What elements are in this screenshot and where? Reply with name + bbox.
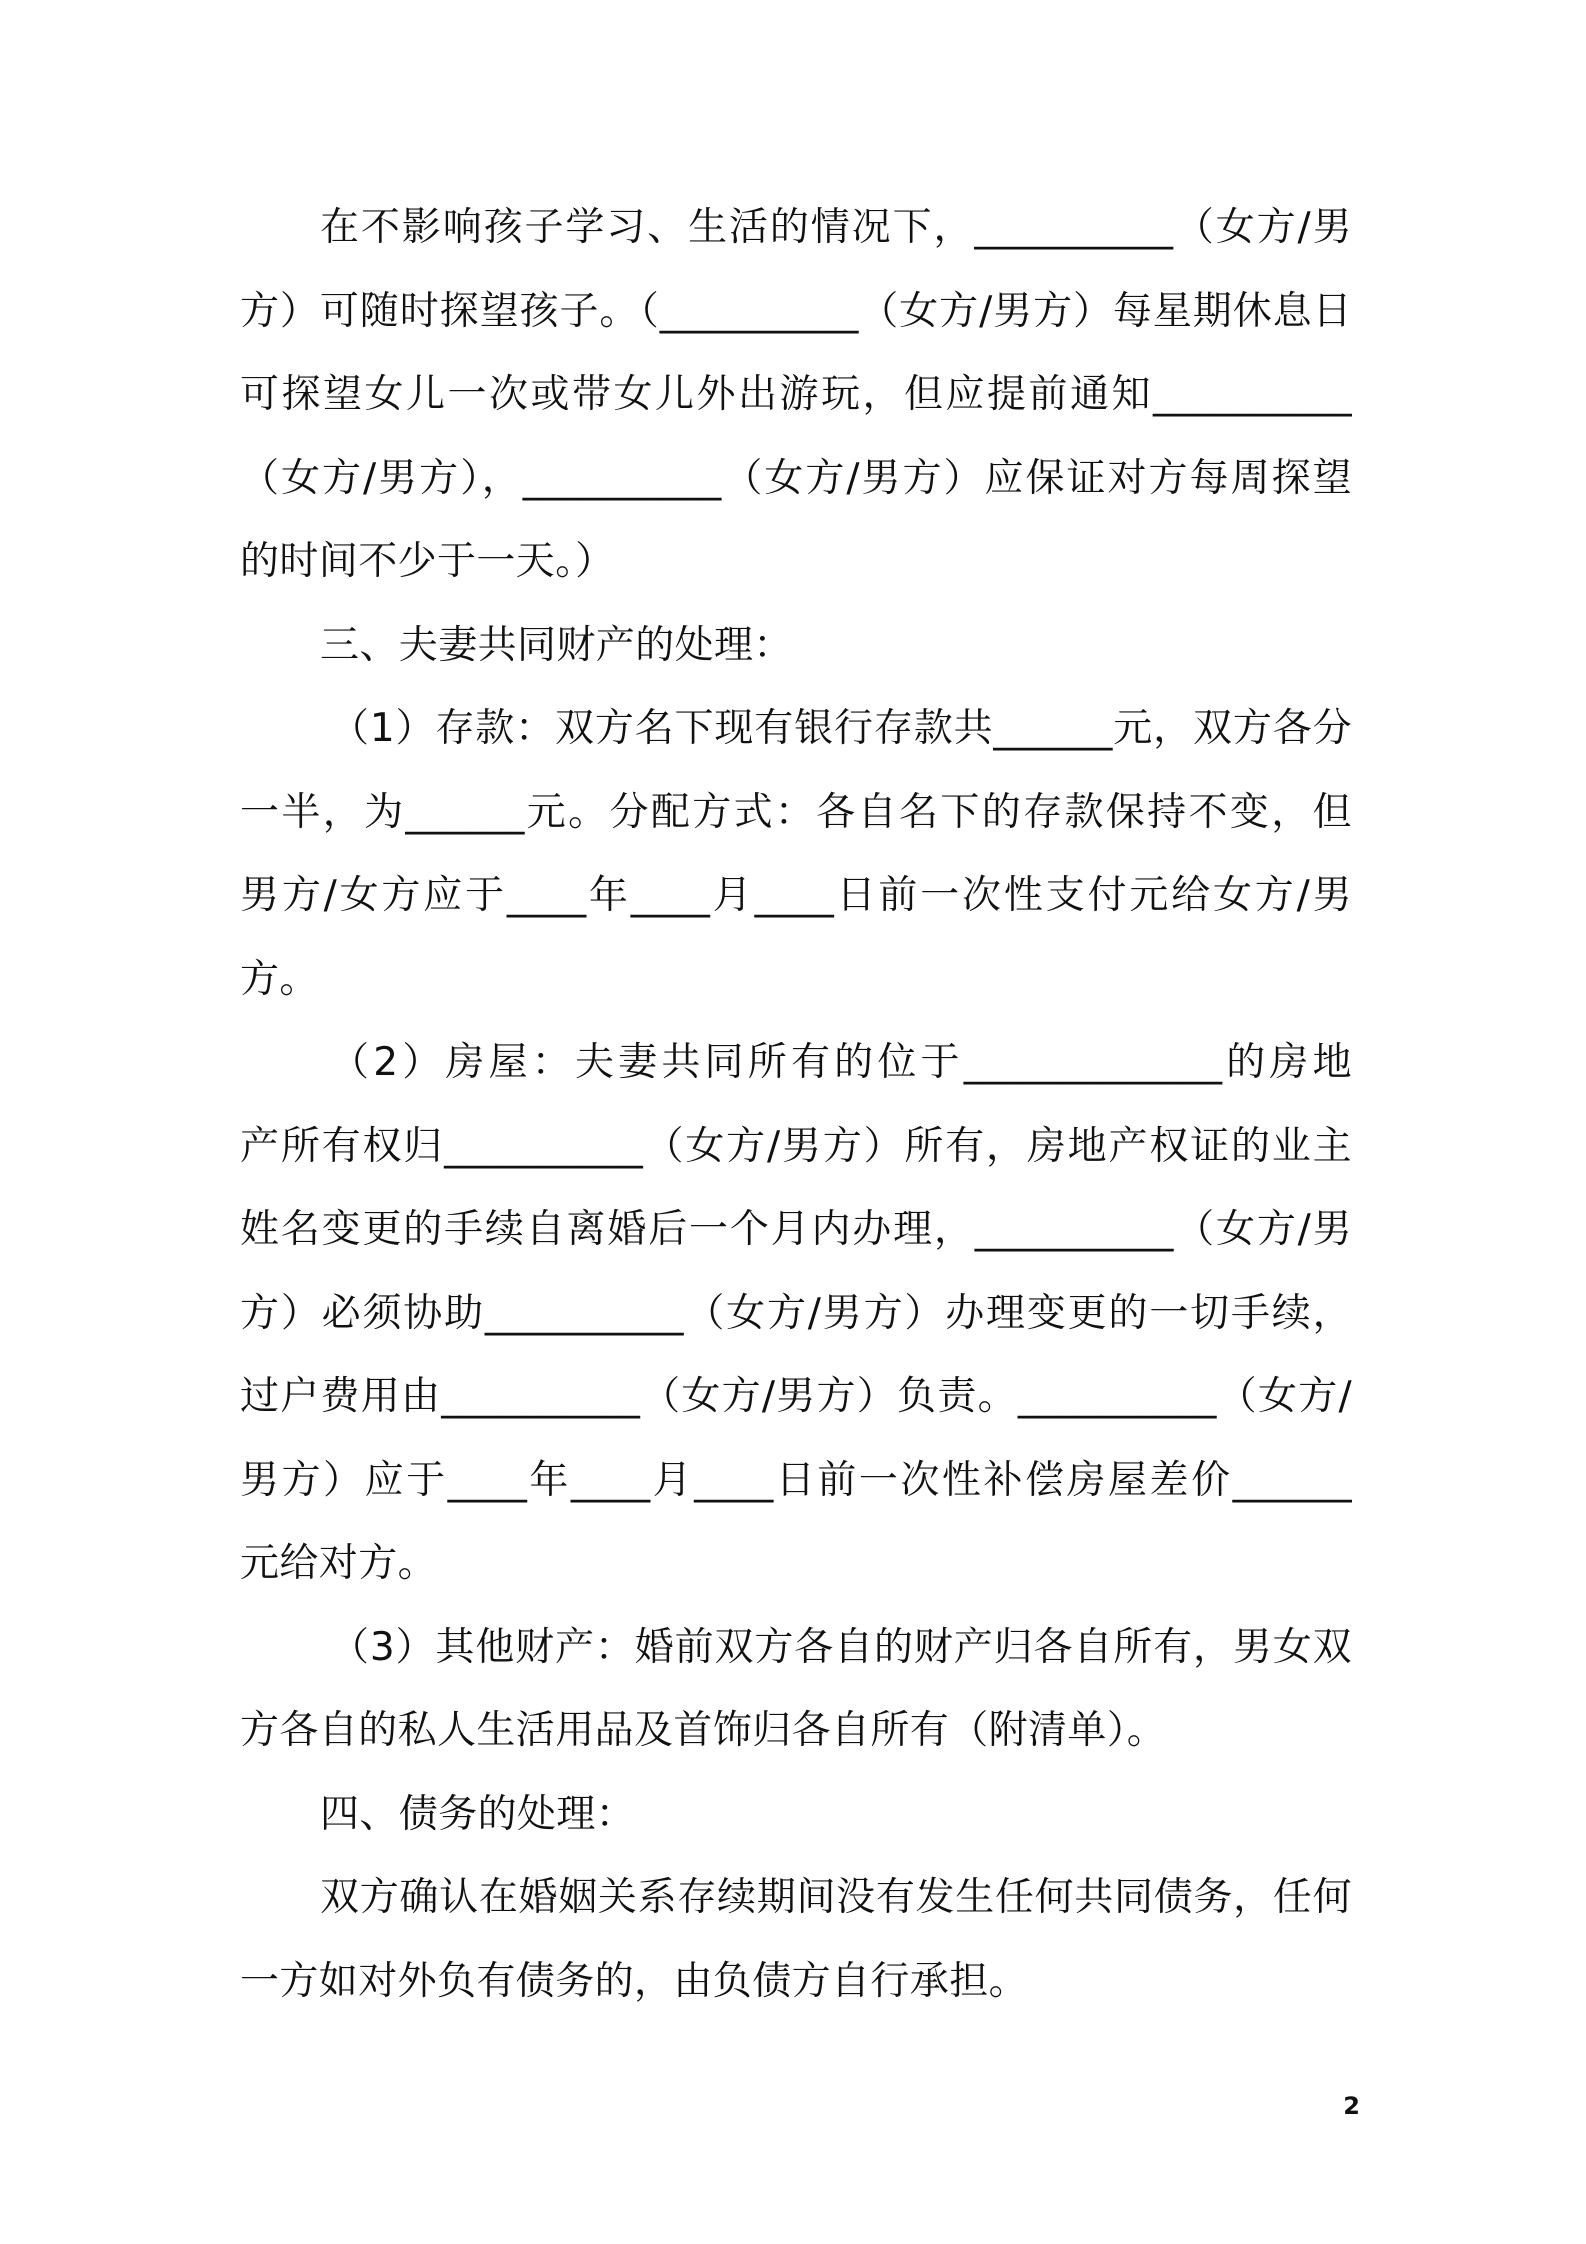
section-heading: 四、债务的处理： [320, 1791, 636, 1837]
paragraph-line: 方）可随时探望孩子。（__________（女方/男方）每星期休息日 [240, 288, 1352, 334]
paragraph-line: 的时间不少于一天。） [240, 539, 615, 584]
paragraph-line: 方）必须协助__________（女方/男方）办理变更的一切手续， [240, 1290, 1352, 1336]
page-number: 2 [1343, 2092, 1360, 2120]
paragraph-line: （1）存款：双方名下现有银行存款共______元，双方各分 [330, 706, 1352, 751]
paragraph-line: 过户费用由__________（女方/男方）负责。__________（女方/ [240, 1374, 1352, 1419]
paragraph-line: 方。 [240, 956, 319, 1002]
paragraph-line: （2）房屋：夫妻共同所有的位于_____________的房地 [330, 1040, 1352, 1085]
paragraph-line: 产所有权归__________（女方/男方）所有，房地产权证的业主 [240, 1123, 1352, 1169]
paragraph-line: （3）其他财产：婚前双方各自的财产归各自所有，男女双 [330, 1624, 1352, 1670]
document-body [240, 186, 1352, 2023]
paragraph-line: 方各自的私人生活用品及首饰归各自所有（附清单）。 [240, 1708, 1167, 1753]
section-heading: 三、夫妻共同财产的处理： [320, 622, 793, 668]
paragraph-line: 可探望女儿一次或带女儿外出游玩，但应提前通知__________ [240, 372, 1352, 417]
paragraph-line: 男方）应于____年____月____日前一次性补偿房屋差价______ [240, 1457, 1352, 1503]
paragraph-line: 在不影响孩子学习、生活的情况下，__________（女方/男 [320, 205, 1352, 250]
paragraph-line: 元给对方。 [240, 1541, 438, 1586]
paragraph-line: 一方如对外负有债务的，由负债方自行承担。 [240, 1958, 1029, 2004]
paragraph-line: 男方/女方应于____年____月____日前一次性支付元给女方/男 [240, 873, 1352, 918]
paragraph-line: 一半，为______元。分配方式：各自名下的存款保持不变，但 [240, 789, 1352, 835]
paragraph-line: 姓名变更的手续自离婚后一个月内办理，__________（女方/男 [240, 1207, 1352, 1252]
paragraph-line: 双方确认在婚姻关系存续期间没有发生任何共同债务，任何 [320, 1875, 1352, 1920]
paragraph-line: （女方/男方），__________（女方/男方）应保证对方每周探望 [240, 455, 1352, 501]
